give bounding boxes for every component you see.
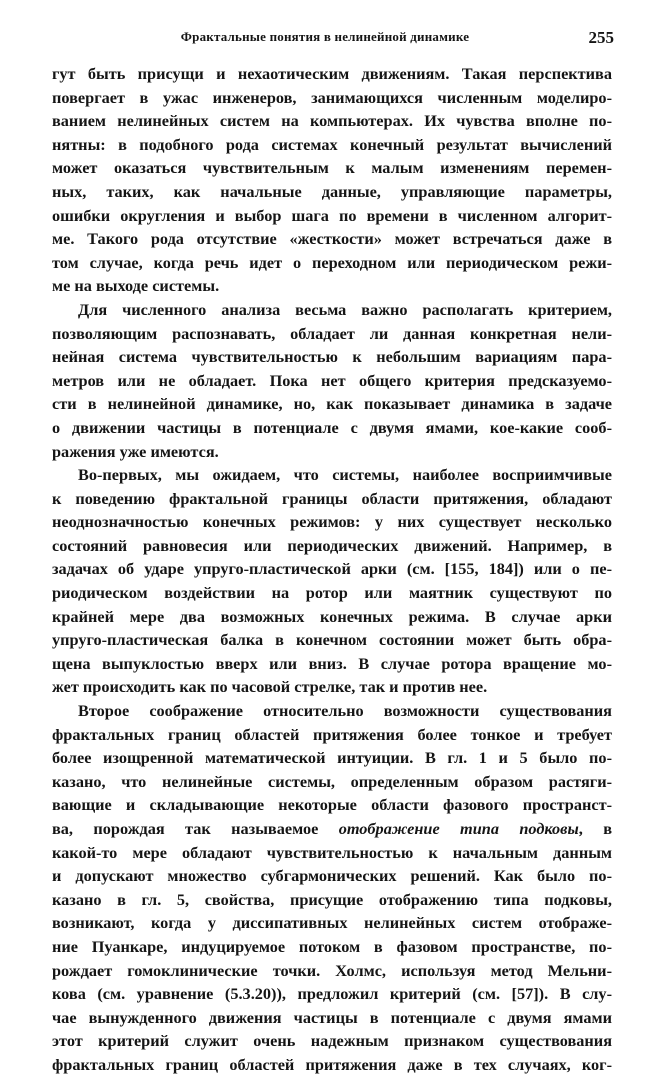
emphasized-term: отображение типа подковы: [338, 819, 579, 838]
text-line: к поведению фрактальной границы области притяжения, обладают: [52, 488, 612, 508]
text-line: ошибки округления и выбор шага по времени в численном алгорит-: [52, 205, 612, 225]
text-line: повергает в ужас инженеров, занимающихся численным моделиро-: [52, 87, 612, 107]
text-line: ражения уже имеются.: [52, 441, 219, 461]
text-line: какой-то мере обладают чувствительностью к начальным данным: [52, 842, 612, 862]
body-text: [52, 62, 612, 1077]
running-title: Фрактальные понятия в нелинейной динамике: [180, 29, 470, 44]
text-line-with-emphasis: [52, 817, 612, 841]
text-line: ванием нелинейных систем на компьютерах. Их чувства вполне по-: [52, 111, 612, 131]
text-line: более изощренной математической интуиции. В гл. 1 и 5 было по-: [52, 748, 612, 768]
text-line: ме. Такого рода отсутствие «жесткости» может встречаться даже в: [52, 229, 612, 249]
text-line: о движении частицы в потенциале с двумя ямами, кое-какие сооб-: [52, 417, 612, 437]
text-line: кова (см. уравнение (5.3.20)), предложил критерий (см. [57]). В слу-: [52, 984, 612, 1004]
text-segment: , в: [578, 819, 612, 838]
text-line: рождает гомоклинические точки. Холмс, используя метод Мельни-: [52, 960, 612, 980]
text-line: возникают, когда у диссипативных нелинейных систем отображе-: [52, 913, 612, 933]
text-line: задачах об ударе упруго-пластической арки (см. [155, 184]) или о пе-: [52, 559, 612, 579]
text-line: может оказаться чувствительным к малым изменениям перемен-: [52, 158, 612, 178]
text-line: нятны: в подобного рода системах конечный результат вычислений: [52, 134, 612, 154]
text-line: и допускают множество субгармонических решений. Как было по-: [52, 866, 612, 886]
text-line: ние Пуанкаре, индуцируемое потоком в фазовом пространстве, по-: [52, 936, 612, 956]
text-line: нейная система чувствительностью к небольшим вариациям пара-: [52, 347, 612, 367]
text-line: казано, что нелинейные системы, определенным образом растяги-: [52, 771, 612, 791]
text-line: Для численного анализа весьма важно располагать критерием,: [78, 299, 612, 319]
text-line: неоднозначностью конечных режимов: у них существует несколько: [52, 512, 612, 532]
text-line: упруго-пластическая балка в конечном состоянии может быть обра-: [52, 630, 612, 650]
text-line: Во-первых, мы ожидаем, что системы, наиболее восприимчивые: [78, 465, 612, 485]
text-line: жет происходить как по часовой стрелке, так и против нее.: [52, 677, 488, 697]
text-line: крайней мере два возможных конечных режима. В случае арки: [52, 606, 612, 626]
text-line: позволяющим распознавать, обладает ли данная конкретная нели-: [52, 323, 612, 343]
text-line: риодическом воздействии на ротор или маятник существуют по: [52, 583, 612, 603]
text-line: гут быть присущи и нехаотическим движениям. Такая перспектива: [52, 64, 612, 83]
text-line: фрактальных границ областей притяжения более тонкое и требует: [52, 724, 612, 744]
text-line: ме на выходе системы.: [52, 276, 220, 296]
text-line: вающие и складывающие некоторые области фазового пространст-: [52, 795, 612, 815]
text-line: ных, таких, как начальные данные, управляющие параметры,: [52, 181, 612, 201]
text-line: этот критерий служит очень надежным признаком существования: [52, 1031, 612, 1051]
text-line: сти в нелинейной динамике, но, как показывает динамика в задаче: [52, 394, 612, 414]
text-line: фрактальных границ областей притяжения даже в тех случаях, ког-: [52, 1054, 612, 1074]
text-line: том случае, когда речь идет о переходном или периодическом режи-: [52, 252, 612, 272]
page-number: 255: [588, 28, 614, 47]
text-line: чае вынужденного движения частицы в потенциале с двумя ямами: [52, 1007, 612, 1027]
text-line: метров или не обладает. Пока нет общего критерия предсказуемо-: [52, 370, 612, 390]
text-segment: ва, порождая так называемое: [52, 819, 319, 838]
text-line: щена выпуклостью вверх или вниз. В случае ротора вращение мо-: [52, 653, 612, 673]
text-line: состояний равновесия или периодических движений. Например, в: [52, 535, 612, 555]
text-line: Второе соображение относительно возможности существования: [78, 701, 612, 721]
text-line: казано в гл. 5, свойства, присущие отображению типа подковы,: [52, 889, 612, 909]
